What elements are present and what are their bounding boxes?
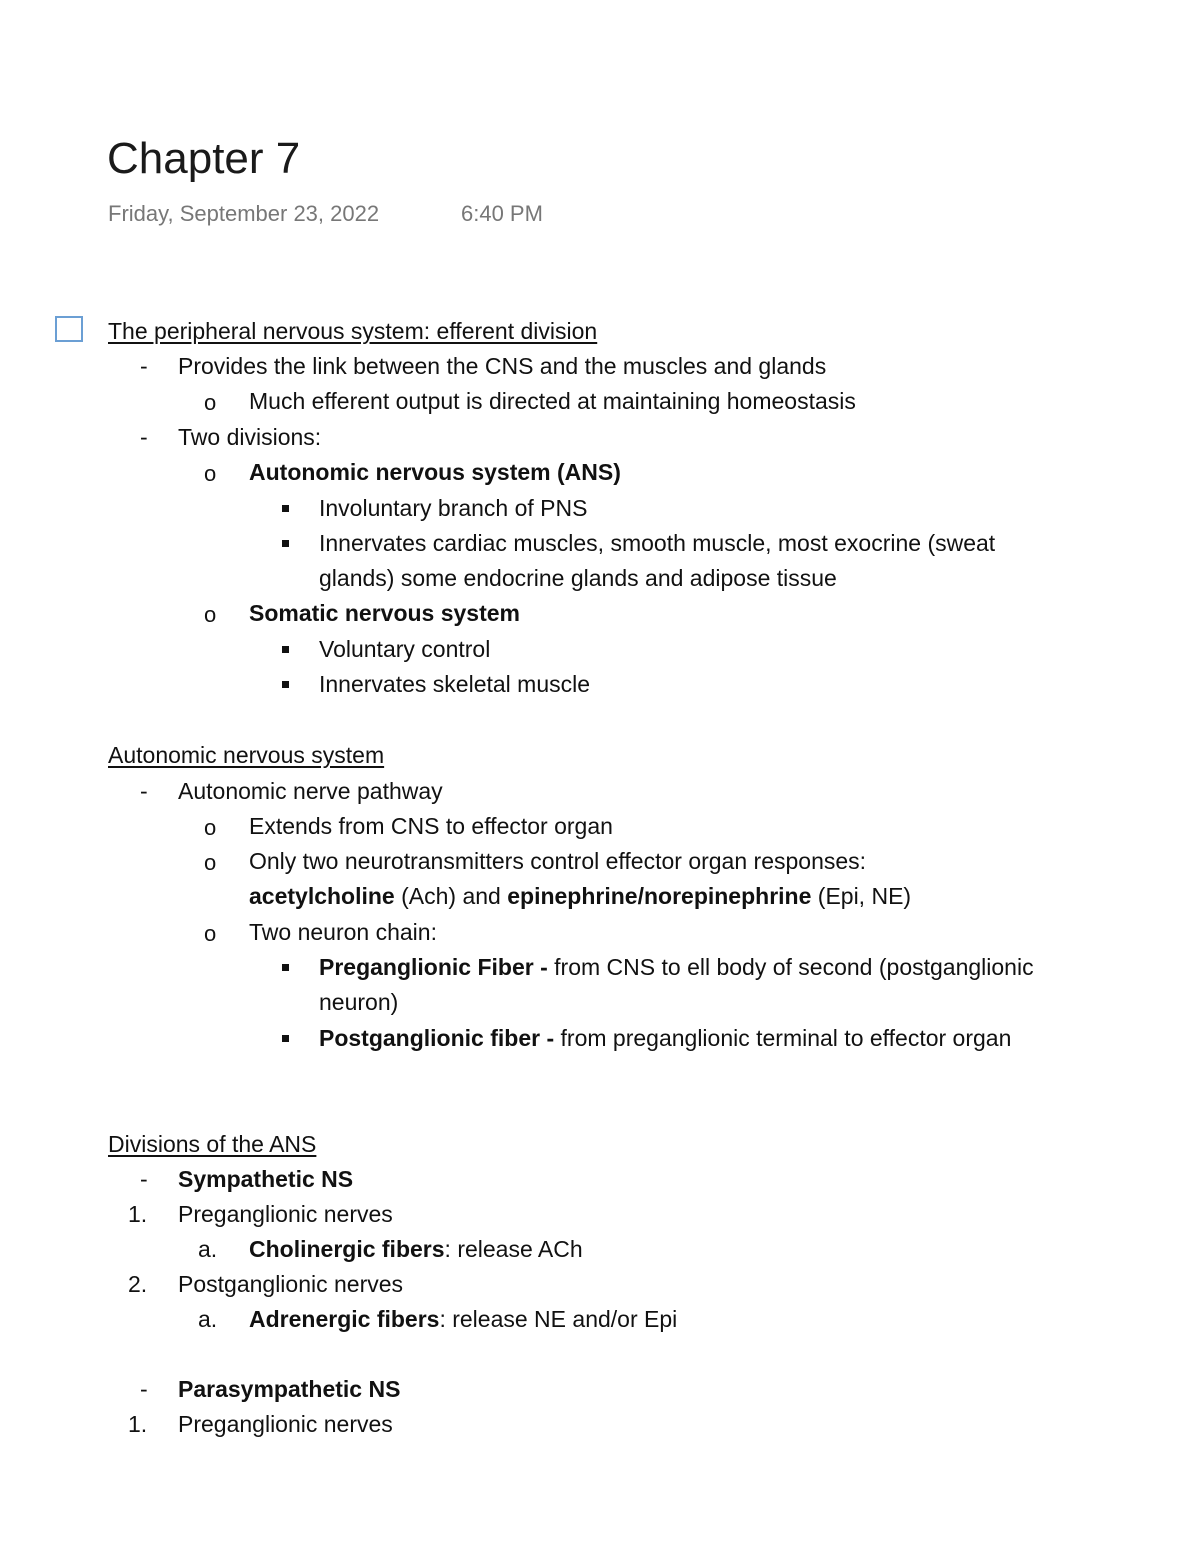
list-item: [319, 952, 1034, 982]
list-item: Two divisions:: [178, 424, 322, 450]
todo-checkbox[interactable]: [55, 316, 83, 342]
square-bullet: [282, 964, 289, 971]
section-heading-efferent: The peripheral nervous system: efferent division: [108, 318, 598, 344]
text-span: : release NE and/or Epi: [439, 1306, 678, 1332]
list-item: Preganglionic nerves: [178, 1411, 393, 1437]
circle-bullet: o: [204, 461, 217, 486]
square-bullet: [282, 681, 289, 688]
list-item: [249, 1234, 583, 1264]
list-item: Two neuron chain:: [249, 919, 437, 945]
dash-bullet: -: [140, 353, 148, 379]
text-span: from preganglionic terminal to effector organ: [560, 1025, 1012, 1051]
letter-marker: a.: [198, 1306, 218, 1332]
list-item-continued: glands) some endocrine glands and adipose tissue: [319, 565, 837, 591]
dash-bullet: -: [140, 1166, 148, 1192]
list-item: Preganglionic nerves: [178, 1201, 393, 1227]
text-span: from CNS to ell body of second (postganglionic: [554, 954, 1034, 980]
dash-bullet: -: [140, 778, 148, 804]
list-item: Innervates cardiac muscles, smooth muscle, most exocrine (sweat: [319, 530, 996, 556]
term-postganglionic: Postganglionic fiber -: [319, 1025, 561, 1051]
page-time: 6:40 PM: [461, 201, 543, 226]
list-item: Voluntary control: [319, 636, 491, 662]
number-marker: 1.: [128, 1411, 148, 1437]
term-epinephrine: epinephrine/norepinephrine: [507, 883, 812, 909]
term-acetylcholine: acetylcholine: [249, 883, 395, 909]
list-item: Postganglionic nerves: [178, 1271, 404, 1297]
list-item: [319, 1023, 1011, 1053]
number-marker: 2.: [128, 1271, 148, 1297]
circle-bullet: o: [204, 390, 217, 415]
list-item: Involuntary branch of PNS: [319, 495, 588, 521]
text-span: : release ACh: [444, 1236, 583, 1262]
square-bullet: [282, 540, 289, 547]
circle-bullet: o: [204, 815, 217, 840]
list-item-ans: Autonomic nervous system (ANS): [249, 459, 621, 485]
section-heading-ans: Autonomic nervous system: [108, 742, 385, 768]
term-preganglionic: Preganglionic Fiber -: [319, 954, 555, 980]
square-bullet: [282, 646, 289, 653]
section-heading-divisions: Divisions of the ANS: [108, 1131, 317, 1157]
text-span: (Ach) and: [394, 883, 508, 909]
term-adrenergic: Adrenergic fibers: [249, 1306, 440, 1332]
dash-bullet: -: [140, 1376, 148, 1402]
list-item: Only two neurotransmitters control effector organ responses:: [249, 848, 867, 874]
list-item-parasympathetic: Parasympathetic NS: [178, 1376, 401, 1402]
circle-bullet: o: [204, 602, 217, 627]
circle-bullet: o: [204, 921, 217, 946]
list-item-somatic: Somatic nervous system: [249, 600, 521, 626]
list-item: Provides the link between the CNS and the muscles and glands: [178, 353, 827, 379]
list-item: Innervates skeletal muscle: [319, 671, 591, 697]
list-item: [249, 1304, 677, 1334]
list-item: Extends from CNS to effector organ: [249, 813, 613, 839]
list-item: Much efferent output is directed at maintaining homeostasis: [249, 388, 856, 414]
list-item: Autonomic nerve pathway: [178, 778, 443, 804]
dash-bullet: -: [140, 424, 148, 450]
square-bullet: [282, 505, 289, 512]
list-item-continued: [249, 881, 911, 911]
term-cholinergic: Cholinergic fibers: [249, 1236, 445, 1262]
page-date: Friday, September 23, 2022: [108, 201, 380, 226]
circle-bullet: o: [204, 850, 217, 875]
number-marker: 1.: [128, 1201, 148, 1227]
square-bullet: [282, 1035, 289, 1042]
text-span: (Epi, NE): [811, 883, 912, 909]
letter-marker: a.: [198, 1236, 218, 1262]
page-title: Chapter 7: [107, 134, 301, 183]
list-item-sympathetic: Sympathetic NS: [178, 1166, 354, 1192]
list-item-continued: neuron): [319, 989, 399, 1015]
